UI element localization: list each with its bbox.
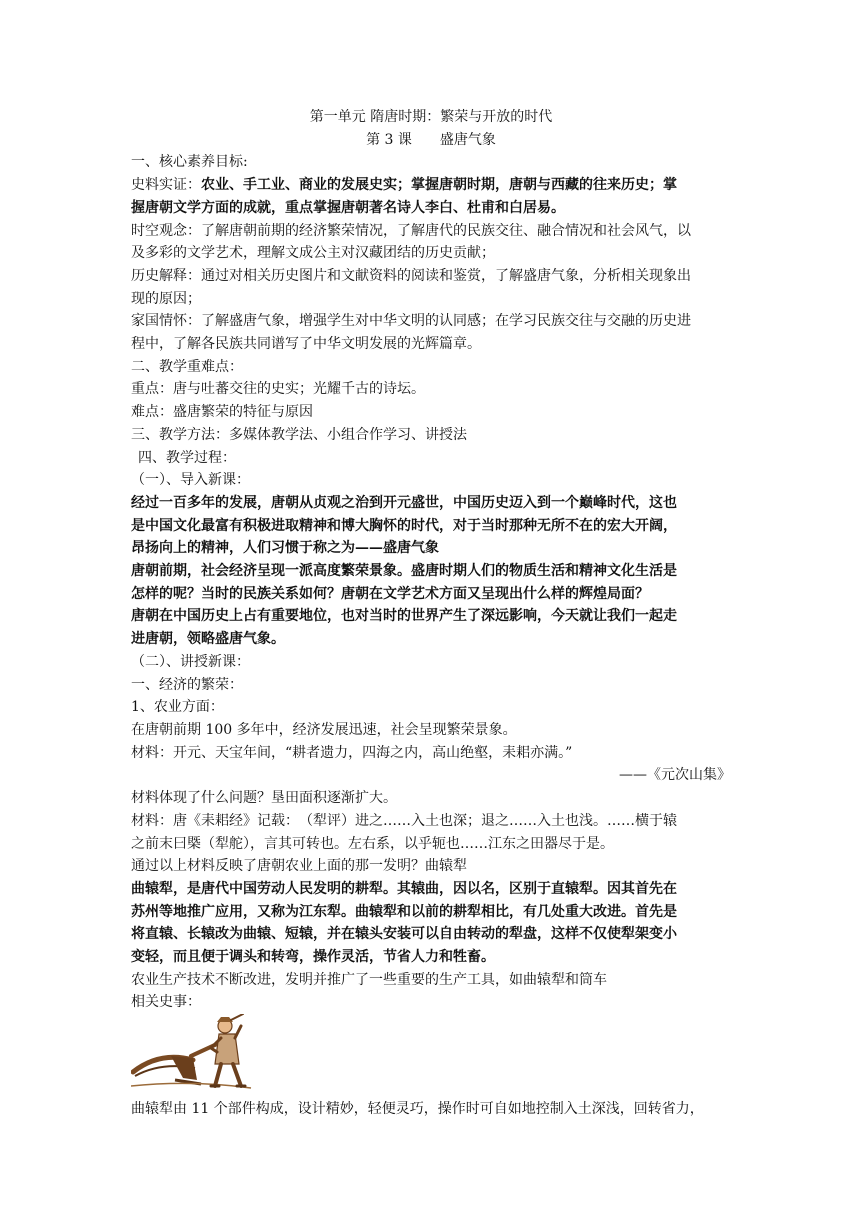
intro1-line3: 昂扬向上的精神，人们习惯于称之为——盛唐气象 bbox=[131, 540, 439, 557]
plow-text-line1: 曲辕犁，是唐代中国劳动人民发明的耕犁。其辕曲，因以名，区别于直辕犁。因其首先在 bbox=[131, 880, 677, 897]
lesson-title bbox=[131, 129, 731, 152]
paragraph-tools: 农业生产技术不断改进，发明并推广了一些重要的生产工具，如曲辕犁和筒车 bbox=[131, 971, 607, 988]
plow-illustration bbox=[131, 1014, 731, 1098]
document-body bbox=[131, 106, 731, 1121]
paragraph-economy: 在唐朝前期 100 多年中，经济发展迅速，社会呈现繁荣景象。 bbox=[131, 721, 517, 738]
goals-heading: 一、核心素养目标: bbox=[131, 154, 248, 171]
paragraph-plow-parts: 曲辕犁由 11 个部件构成，设计精妙，轻便灵巧，操作时可自如地控制入土深浅，回转省力， bbox=[131, 1101, 704, 1118]
goal-shiliao-line1 bbox=[131, 174, 731, 197]
methods-line: 三、教学方法：多媒体教学法、小组合作学习、讲授法 bbox=[131, 426, 467, 443]
lesson-name: 盛唐气象 bbox=[439, 131, 496, 148]
intro-heading: （一）、导入新课： bbox=[131, 472, 250, 489]
economy-heading: 一、经济的繁荣： bbox=[131, 676, 243, 693]
intro3-line2: 进唐朝，领略盛唐气象。 bbox=[131, 631, 285, 648]
material-2-line2: 之前末曰槩（犁舵），言其可转也。左右系，以乎轭也……江东之田器尽于是。 bbox=[131, 835, 614, 852]
plow-text-line2: 苏州等地推广应用，又称为江东犁。曲辕犁和以前的耕犁相比，有几处重大改进。首先是 bbox=[131, 903, 677, 920]
related-heading: 相关史事： bbox=[131, 994, 201, 1011]
unit-title: 第一单元 隋唐时期：繁荣与开放的时代 bbox=[309, 109, 553, 125]
intro2-line2: 怎样的呢？当时的民族关系如何？唐朝在文学艺术方面又呈现出什么样的辉煌局面？ bbox=[131, 585, 649, 602]
goal-jiaguo-line2: 程中，了解各民族共同谱写了中华文明发展的光辉篇章。 bbox=[131, 336, 481, 353]
farmer-plow-icon bbox=[131, 1014, 271, 1098]
material-2-line1: 材料：唐《耒耜经》记载： （犁评）进之……入土也深；退之……入土也浅。……横于辕 bbox=[131, 812, 677, 829]
goal-shikong-line2: 及多彩的文学艺术，理解文成公主对汉藏团结的历史贡献； bbox=[131, 245, 495, 262]
material-1-source: ——《元次山集》 bbox=[619, 767, 731, 784]
goal-shiliao-line2: 握唐朝文学方面的成就，重点掌握唐朝著名诗人李白、杜甫和白居易。 bbox=[131, 199, 565, 216]
intro3-line1: 唐朝在中国历史上占有重要地位，也对当时的世界产生了深远影响，今天就让我们一起走 bbox=[131, 608, 677, 625]
goal-jiaguo-line1: 家国情怀：了解盛唐气象，增强学生对中华文明的认同感；在学习民族交往与交融的历史进 bbox=[131, 313, 691, 330]
agriculture-heading: 1、农业方面： bbox=[131, 699, 224, 716]
lesson-number: 第 3 课 bbox=[366, 131, 412, 148]
process-heading: 四、教学过程： bbox=[138, 449, 236, 466]
goal-jieshi-line1: 历史解释：通过对相关历史图片和文献资料的阅读和鉴赏，了解盛唐气象，分析相关现象出 bbox=[131, 267, 691, 284]
keypoints-heading: 二、教学重难点： bbox=[131, 358, 243, 375]
intro2-line1: 唐朝前期，社会经济呈现一派高度繁荣景象。盛唐时期人们的物质生活和精神文化生活是 bbox=[131, 563, 677, 580]
goal-shiliao-text: 农业、手工业、商业的发展史实；掌握唐朝时期，唐朝与西藏的往来历史；掌 bbox=[201, 177, 677, 194]
question-1: 材料体现了什么问题？垦田面积逐渐扩大。 bbox=[131, 790, 397, 807]
new-lesson-heading: （二）、讲授新课： bbox=[131, 653, 250, 670]
intro1-line2: 是中国文化最富有积极进取精神和博大胸怀的时代，对于当时那种无所不在的宏大开阔， bbox=[131, 517, 677, 534]
plow-text-line4: 变轻，而且便于调头和转弯，操作灵活，节省人力和牲畜。 bbox=[131, 949, 495, 966]
intro1-line1: 经过一百多年的发展，唐朝从贞观之治到开元盛世，中国历史迈入到一个巅峰时代，这也 bbox=[131, 494, 677, 511]
keypoint-zhongdian: 重点：唐与吐蕃交往的史实；光耀千古的诗坛。 bbox=[131, 381, 425, 398]
keypoint-nandian: 难点：盛唐繁荣的特征与原因 bbox=[131, 404, 313, 421]
question-2: 通过以上材料反映了唐朝农业上面的那一发明？曲辕犁 bbox=[131, 858, 467, 875]
goal-shikong-line1: 时空观念：了解唐朝前期的经济繁荣情况，了解唐代的民族交往、融合情况和社会风气，以 bbox=[131, 222, 691, 239]
goal-jieshi-line2: 现的原因； bbox=[131, 290, 201, 307]
material-1: 材料：开元、天宝年间，“耕者遗力，四海之内，高山绝壑，耒耜亦满。” bbox=[131, 744, 573, 761]
goal-shiliao-label: 史料实证： bbox=[131, 177, 201, 194]
plow-text-line3: 将直辕、长辕改为曲辕、短辕，并在辕头安装可以自由转动的犁盘，这样不仅使犁架变小 bbox=[131, 926, 677, 943]
